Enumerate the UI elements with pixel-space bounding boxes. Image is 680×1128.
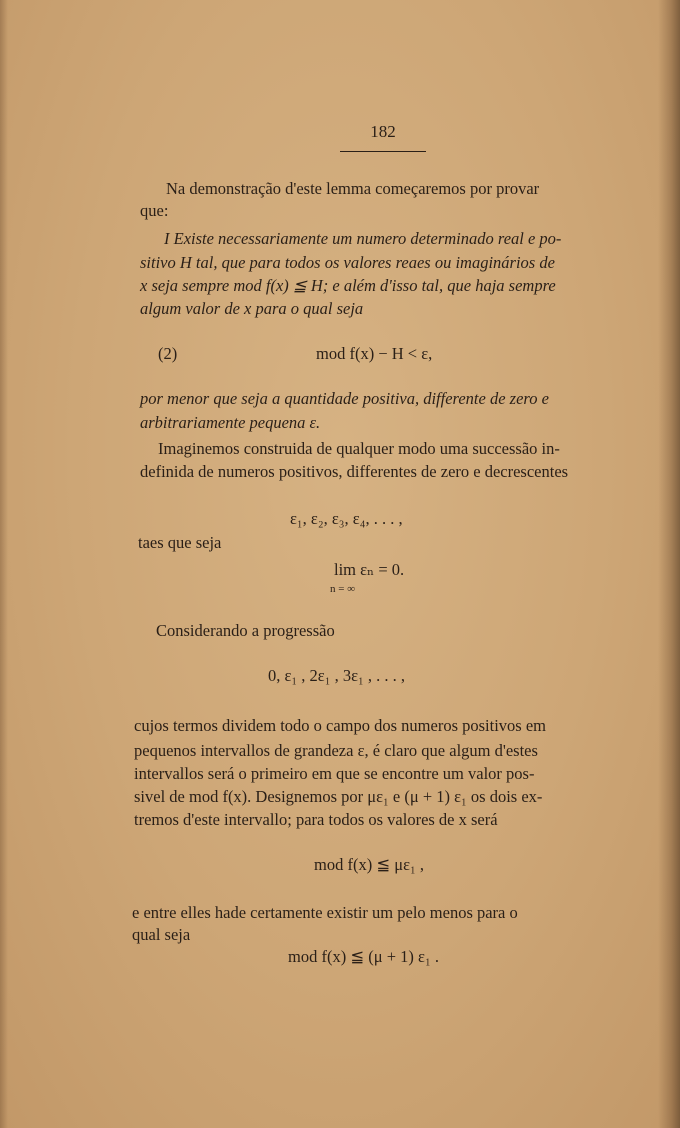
text-line-18: e entre elles hade certamente existir um pelo menos para o <box>132 903 518 922</box>
text-line-9: Imaginemos construida de qualquer modo uma successão in- <box>158 439 560 458</box>
page-edge-shadow-left <box>0 0 8 1128</box>
text-line-16: sivel de mod f(x). Designemos por με₁ e (μ + 1) ε₁ os dois ex- <box>134 787 543 806</box>
equation-2: mod f(x) − H < ε, <box>316 344 433 363</box>
text-line-17: tremos d'este intervallo; para todos os valores de x será <box>134 810 498 829</box>
inequality-1: mod f(x) ≦ με₁ , <box>314 855 425 874</box>
page-edge-shadow-right <box>658 0 680 1128</box>
limit-subscript: n = ∞ <box>330 583 356 595</box>
progression-expression: 0, ε₁ , 2ε₁ , 3ε₁ , . . . , <box>268 666 406 685</box>
text-line-1: Na demonstração d'este lemma começaremos por provar <box>166 179 540 198</box>
epsilon-sequence: ε₁, ε₂, ε₃, ε₄, . . . , <box>290 509 403 528</box>
text-line-2: que: <box>140 201 169 220</box>
text-line-7: por menor que seja a quantidade positiva, differente de zero e <box>140 389 549 408</box>
text-line-19: qual seja <box>132 925 191 944</box>
text-line-12: Considerando a progressão <box>156 621 335 640</box>
page-number: 182 <box>370 122 396 141</box>
limit-expression: lim εₙ = 0. <box>334 560 405 579</box>
text-line-8: arbitrariamente pequena ε. <box>140 413 321 432</box>
text-line-10: definida de numeros positivos, differentes de zero e decrescentes <box>140 462 569 481</box>
lemma-statement-line-3: x seja sempre mod f(x) ≦ H; e além d'isso tal, que haja sempre <box>140 276 556 295</box>
lemma-statement-line-4: algum valor de x para o qual seja <box>140 299 364 318</box>
text-line-11: taes que seja <box>138 533 222 552</box>
lemma-statement-line-1: I Existe necessariamente um numero determinado real e po- <box>164 229 562 248</box>
text-line-15: intervallos será o primeiro em que se encontre um valor pos- <box>134 764 535 783</box>
text-line-14: pequenos intervallos de grandeza ε, é claro que algum d'estes <box>134 741 538 760</box>
equation-label: (2) <box>158 344 178 363</box>
inequality-2: mod f(x) ≦ (μ + 1) ε₁ . <box>288 947 439 966</box>
page-number-rule <box>340 151 426 152</box>
lemma-statement-line-2: sitivo H tal, que para todos os valores reaes ou imaginários de <box>140 253 555 272</box>
text-line-13: cujos termos dividem todo o campo dos numeros positivos em <box>134 716 547 735</box>
